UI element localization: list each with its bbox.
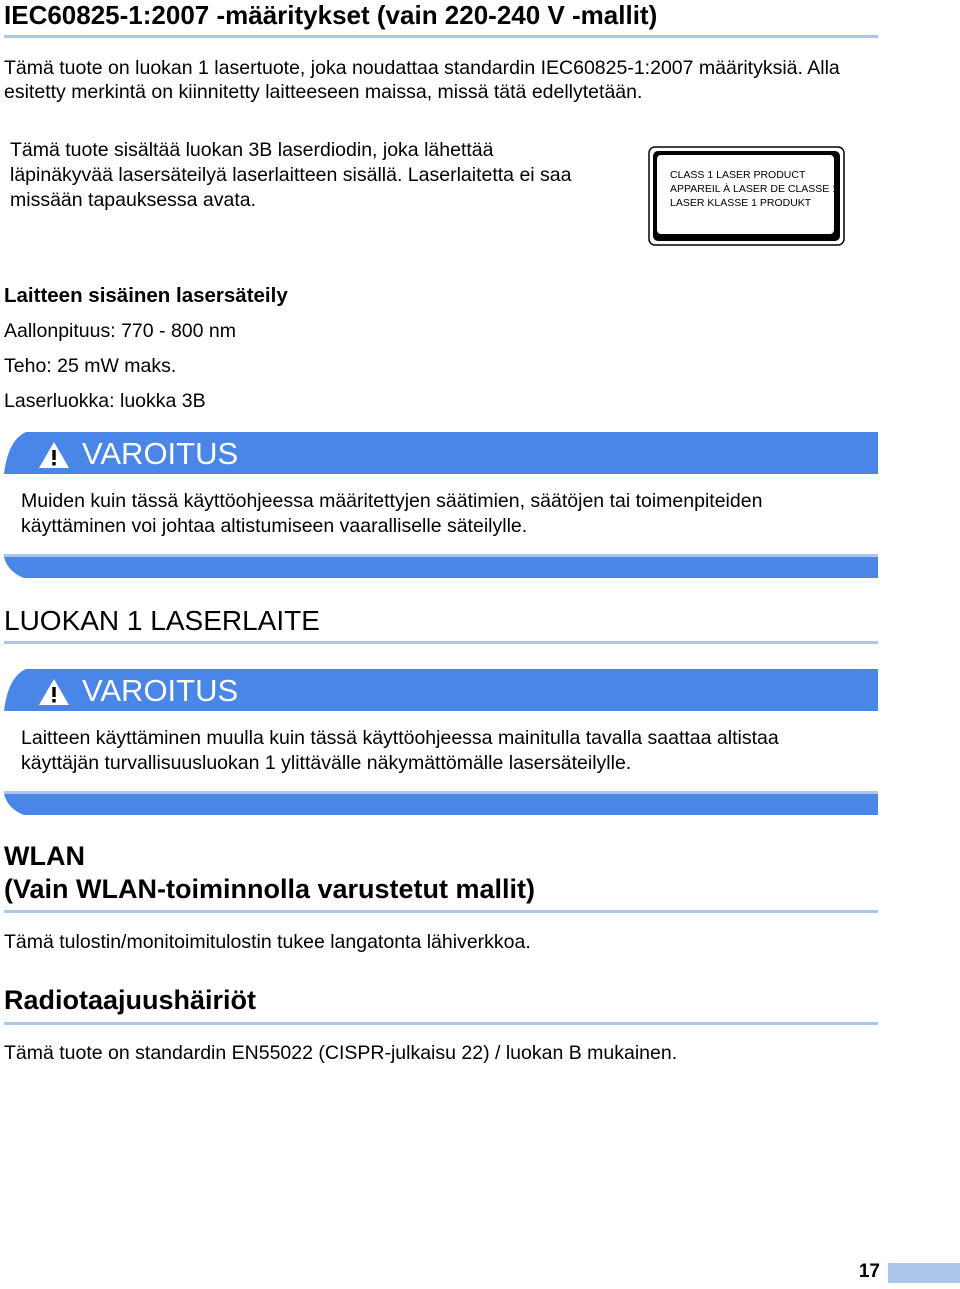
heading-rule xyxy=(4,1022,878,1025)
label-inner xyxy=(657,155,839,234)
warning-end-bar xyxy=(4,791,878,815)
power-text: Teho: 25 mW maks. xyxy=(4,355,177,377)
laser-class-label xyxy=(648,146,845,246)
label-line: CLASS 1 LASER PRODUCT xyxy=(670,169,806,181)
iec-heading: IEC60825-1:2007 -määritykset (vain 220-240 V -mallit) xyxy=(4,0,658,30)
radio-text: Tämä tuote on standardin EN55022 (CISPR-julkaisu 22) / luokan B mukainen. xyxy=(4,1042,678,1064)
label-line: APPAREIL À LASER DE CLASSE 1 xyxy=(670,183,839,195)
laser-diode-line: läpinäkyvää lasersäteilyä laserlaitteen sisällä. Laserlaitetta ei saa xyxy=(10,164,572,186)
heading-rule xyxy=(4,35,878,38)
wlan-text: Tämä tulostin/monitoimitulostin tukee langatonta lähiverkkoa. xyxy=(4,931,531,953)
iec-paragraph-line: esitetty merkintä on kiinnitetty laitteeseen maissa, missä tätä edellytetään. xyxy=(4,81,643,103)
warning-triangle-icon xyxy=(38,441,70,469)
laser-diode-line: missään tapauksessa avata. xyxy=(10,189,257,211)
iec-paragraph-line: Tämä tuote on luokan 1 lasertuote, joka noudattaa standardin IEC60825-1:2007 määrityksiä. Alla xyxy=(4,57,840,79)
warning-banner xyxy=(4,669,878,711)
page-tab xyxy=(888,1263,960,1283)
warning-banner xyxy=(4,432,878,474)
warning-triangle-icon xyxy=(38,678,70,706)
warning-end-shape xyxy=(4,554,878,578)
warning-end-shape xyxy=(4,791,878,815)
warning-title: VAROITUS xyxy=(82,673,239,708)
wlan-subheading: (Vain WLAN-toiminnolla varustetut mallit) xyxy=(4,874,536,904)
internal-radiation-heading: Laitteen sisäinen lasersäteily xyxy=(4,284,288,307)
laser-class-text: Laserluokka: luokka 3B xyxy=(4,390,206,412)
warning-text-line: Laitteen käyttäminen muulla kuin tässä käyttöohjeessa mainitulla tavalla saattaa altistaa xyxy=(21,727,779,749)
wlan-heading: WLAN xyxy=(4,841,85,871)
warning-end-bar xyxy=(4,554,878,578)
heading-rule xyxy=(4,641,878,644)
warning-text-line: käyttäminen voi johtaa altistumiseen vaaralliselle säteilylle. xyxy=(21,515,528,537)
class1-heading: LUOKAN 1 LASERLAITE xyxy=(4,605,320,636)
heading-rule xyxy=(4,910,878,913)
label-line: LASER KLASSE 1 PRODUKT xyxy=(670,197,812,209)
laser-diode-line: Tämä tuote sisältää luokan 3B laserdiodin, joka lähettää xyxy=(10,139,494,161)
warning-title: VAROITUS xyxy=(82,436,239,471)
wavelength-text: Aallonpituus: 770 - 800 nm xyxy=(4,320,236,342)
radio-heading: Radiotaajuushäiriöt xyxy=(4,985,257,1015)
warning-text-line: Muiden kuin tässä käyttöohjeessa määritettyjen säätimien, säätöjen tai toimenpiteiden xyxy=(21,490,763,512)
page-number: 17 xyxy=(858,1261,880,1282)
warning-text-line: käyttäjän turvallisuusluokan 1 ylittävälle näkymättömälle lasersäteilylle. xyxy=(21,752,632,774)
